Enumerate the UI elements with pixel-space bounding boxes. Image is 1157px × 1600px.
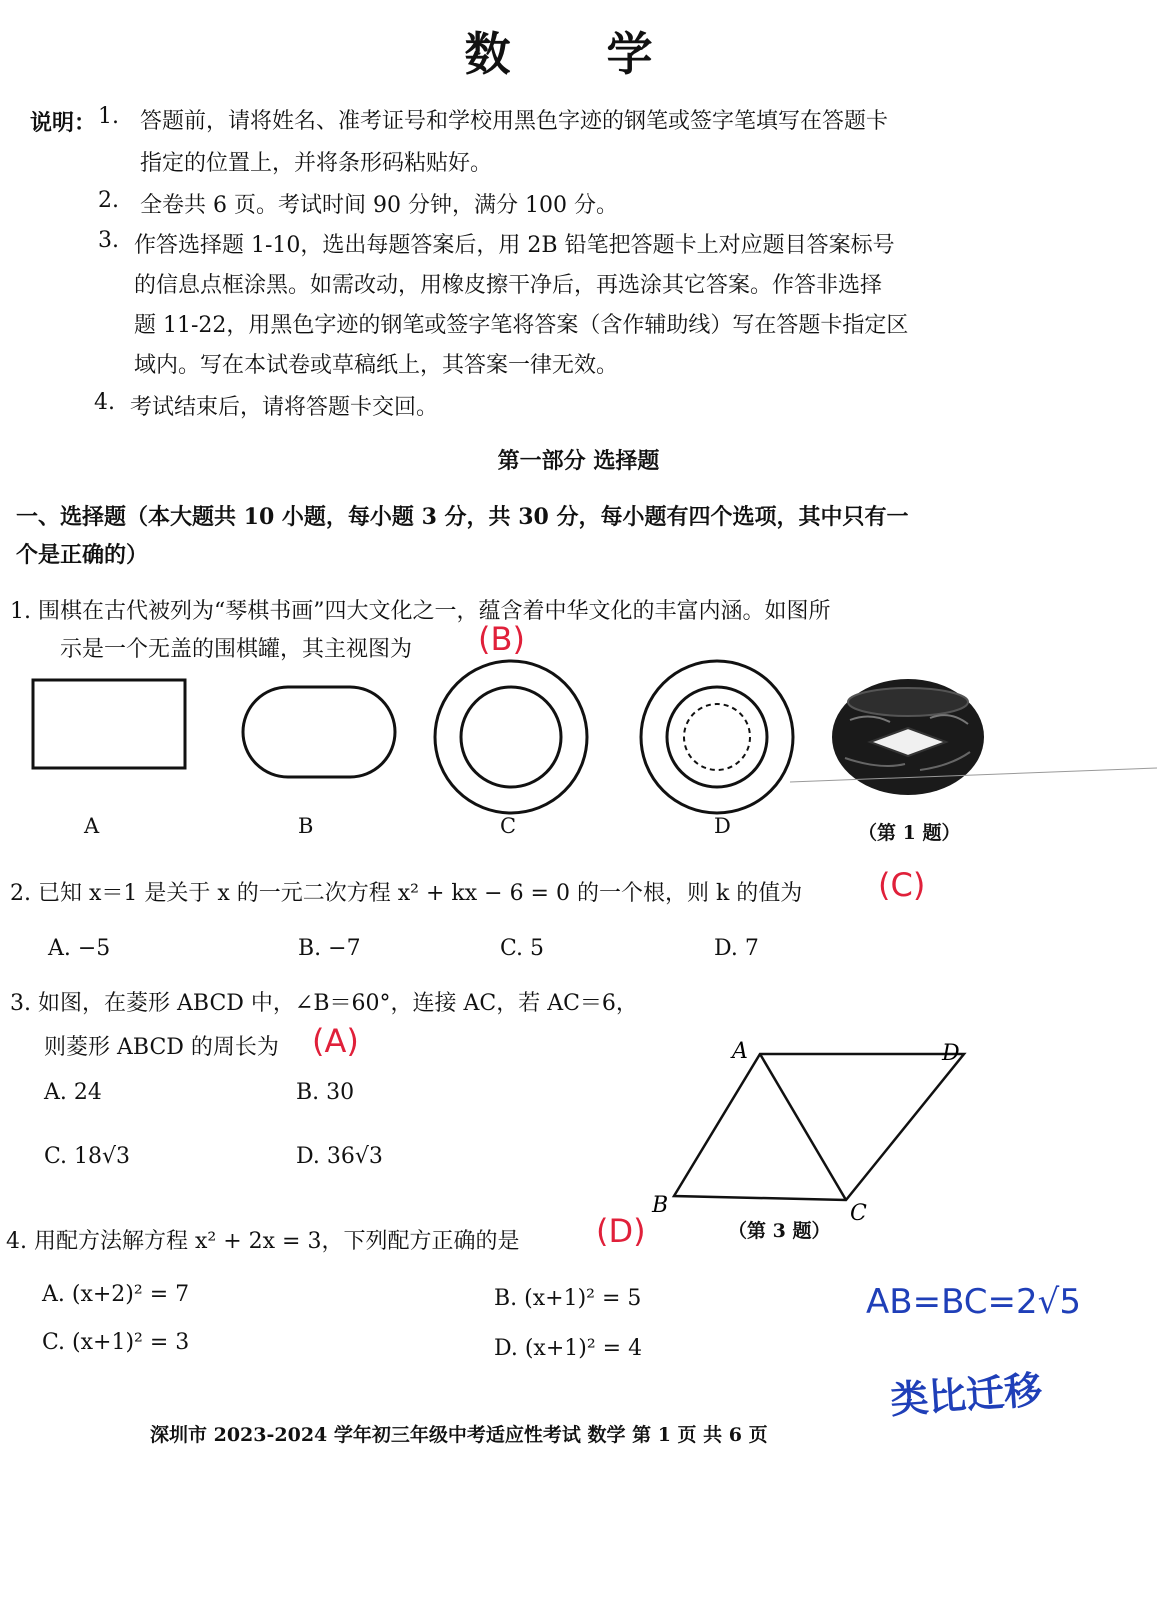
vertex-label-d: D	[942, 1041, 960, 1066]
part-title: 第一部分 选择题	[497, 448, 660, 474]
instruction-1-line-1: 答题前，请将姓名、准考证号和学校用黑色字迹的钢笔或签字笔填写在答题卡	[140, 109, 889, 134]
q2-option-a: A. −5	[48, 936, 111, 961]
q1-handwritten-answer: (B)	[478, 620, 525, 658]
instruction-4-num: 4.	[94, 390, 115, 415]
q1-option-b-stadium	[243, 687, 395, 777]
q2-handwritten-answer: (C)	[878, 866, 926, 904]
q2-option-c: C. 5	[500, 936, 545, 961]
q1-stem-line-1: 1. 围棋在古代被列为“琴棋书画”四大文化之一，蕴含着中华文化的丰富内涵。如图所	[10, 599, 831, 624]
q2-option-d: D. 7	[714, 936, 759, 961]
q1-option-d-label: D	[714, 814, 731, 838]
rhombus-abcd	[674, 1054, 964, 1200]
q3-option-a: A. 24	[44, 1080, 102, 1105]
q2-option-b: B. −7	[298, 936, 361, 961]
q3-figure-caption: （第 3 题）	[728, 1220, 831, 1242]
q1-option-d-middle-circle	[667, 687, 767, 787]
q1-stem-line-2: 示是一个无盖的围棋罐，其主视图为	[60, 637, 413, 662]
q3-option-b: B. 30	[296, 1080, 355, 1105]
q1-figures	[0, 640, 1157, 860]
q2-stem: 2. 已知 x＝1 是关于 x 的一元二次方程 x² + kx − 6 = 0 的一个根，则 k 的值为	[10, 881, 803, 906]
page-footer: 深圳市 2023-2024 学年初三年级中考适应性考试 数学 第 1 页 共 6 页	[150, 1424, 768, 1446]
instruction-3-line-1: 作答选择题 1-10，选出每题答案后，用 2B 铅笔把答题卡上对应题目答案标号	[134, 233, 895, 258]
q1-option-c-inner-circle	[461, 687, 561, 787]
section-heading-line-2: 个是正确的）	[16, 542, 149, 568]
q1-option-a-label: A	[84, 814, 100, 838]
instruction-2-num: 2.	[98, 188, 119, 213]
q3-option-d: D. 36√3	[296, 1144, 383, 1169]
q1-option-c-outer-circle	[435, 661, 587, 813]
q3-stem-line-2: 则菱形 ABCD 的周长为	[44, 1035, 279, 1060]
vertex-label-b: B	[652, 1193, 669, 1218]
handwritten-note-analogy: 类比迁移	[888, 1367, 1044, 1423]
q1-option-c-label: C	[500, 814, 517, 838]
q3-stem-line-1: 3. 如图，在菱形 ABCD 中，∠B＝60°，连接 AC，若 AC＝6，	[10, 991, 638, 1016]
section-heading-line-1: 一、选择题（本大题共 10 小题，每小题 3 分，共 30 分，每小题有四个选项，其中只有一	[16, 504, 909, 530]
vertex-label-a: A	[732, 1039, 748, 1064]
instruction-1-num: 1.	[98, 104, 119, 129]
diagonal-ac	[760, 1054, 846, 1200]
scan-artifact-line	[790, 768, 1157, 782]
q1-option-a-rectangle	[33, 680, 185, 768]
instruction-1-line-2: 指定的位置上，并将条形码粘贴好。	[140, 151, 493, 176]
q3-rhombus-figure	[640, 1030, 1000, 1230]
q4-option-d: D. (x+1)² = 4	[494, 1336, 643, 1361]
instruction-2-line-1: 全卷共 6 页。考试时间 90 分钟，满分 100 分。	[140, 193, 618, 218]
q1-option-d-outer-circle	[641, 661, 793, 813]
instruction-3-line-4: 域内。写在本试卷或草稿纸上，其答案一律无效。	[134, 353, 619, 378]
q1-option-d-dashed-circle	[684, 704, 750, 770]
vertex-label-c: C	[850, 1201, 867, 1226]
instruction-4-line-1: 考试结束后，请将答题卡交回。	[130, 395, 439, 420]
instruction-3-line-2: 的信息点框涂黑。如需改动，用橡皮擦干净后，再选涂其它答案。作答非选择	[134, 273, 883, 298]
q4-stem: 4. 用配方法解方程 x² + 2x = 3，下列配方正确的是	[6, 1229, 520, 1254]
q3-handwritten-answer: (A)	[312, 1022, 359, 1060]
page-title: 数 学	[464, 27, 693, 81]
instructions-label: 说明：	[30, 110, 97, 136]
q3-option-c: C. 18√3	[44, 1144, 131, 1169]
q1-option-b-label: B	[298, 814, 314, 838]
q4-option-c: C. (x+1)² = 3	[42, 1330, 190, 1355]
q1-figure-caption: （第 1 题）	[858, 822, 961, 844]
instruction-3-num: 3.	[98, 228, 119, 253]
instruction-3-line-3: 题 11-22，用黑色字迹的钢笔或签字笔将答案（含作辅助线）写在答题卡指定区	[134, 313, 909, 338]
handwritten-note-ab-bc: AB=BC=2√5	[866, 1282, 1081, 1322]
q4-option-a: A. (x+2)² = 7	[42, 1282, 190, 1307]
q4-option-b: B. (x+1)² = 5	[494, 1286, 642, 1311]
q4-handwritten-answer: (D)	[596, 1212, 646, 1250]
